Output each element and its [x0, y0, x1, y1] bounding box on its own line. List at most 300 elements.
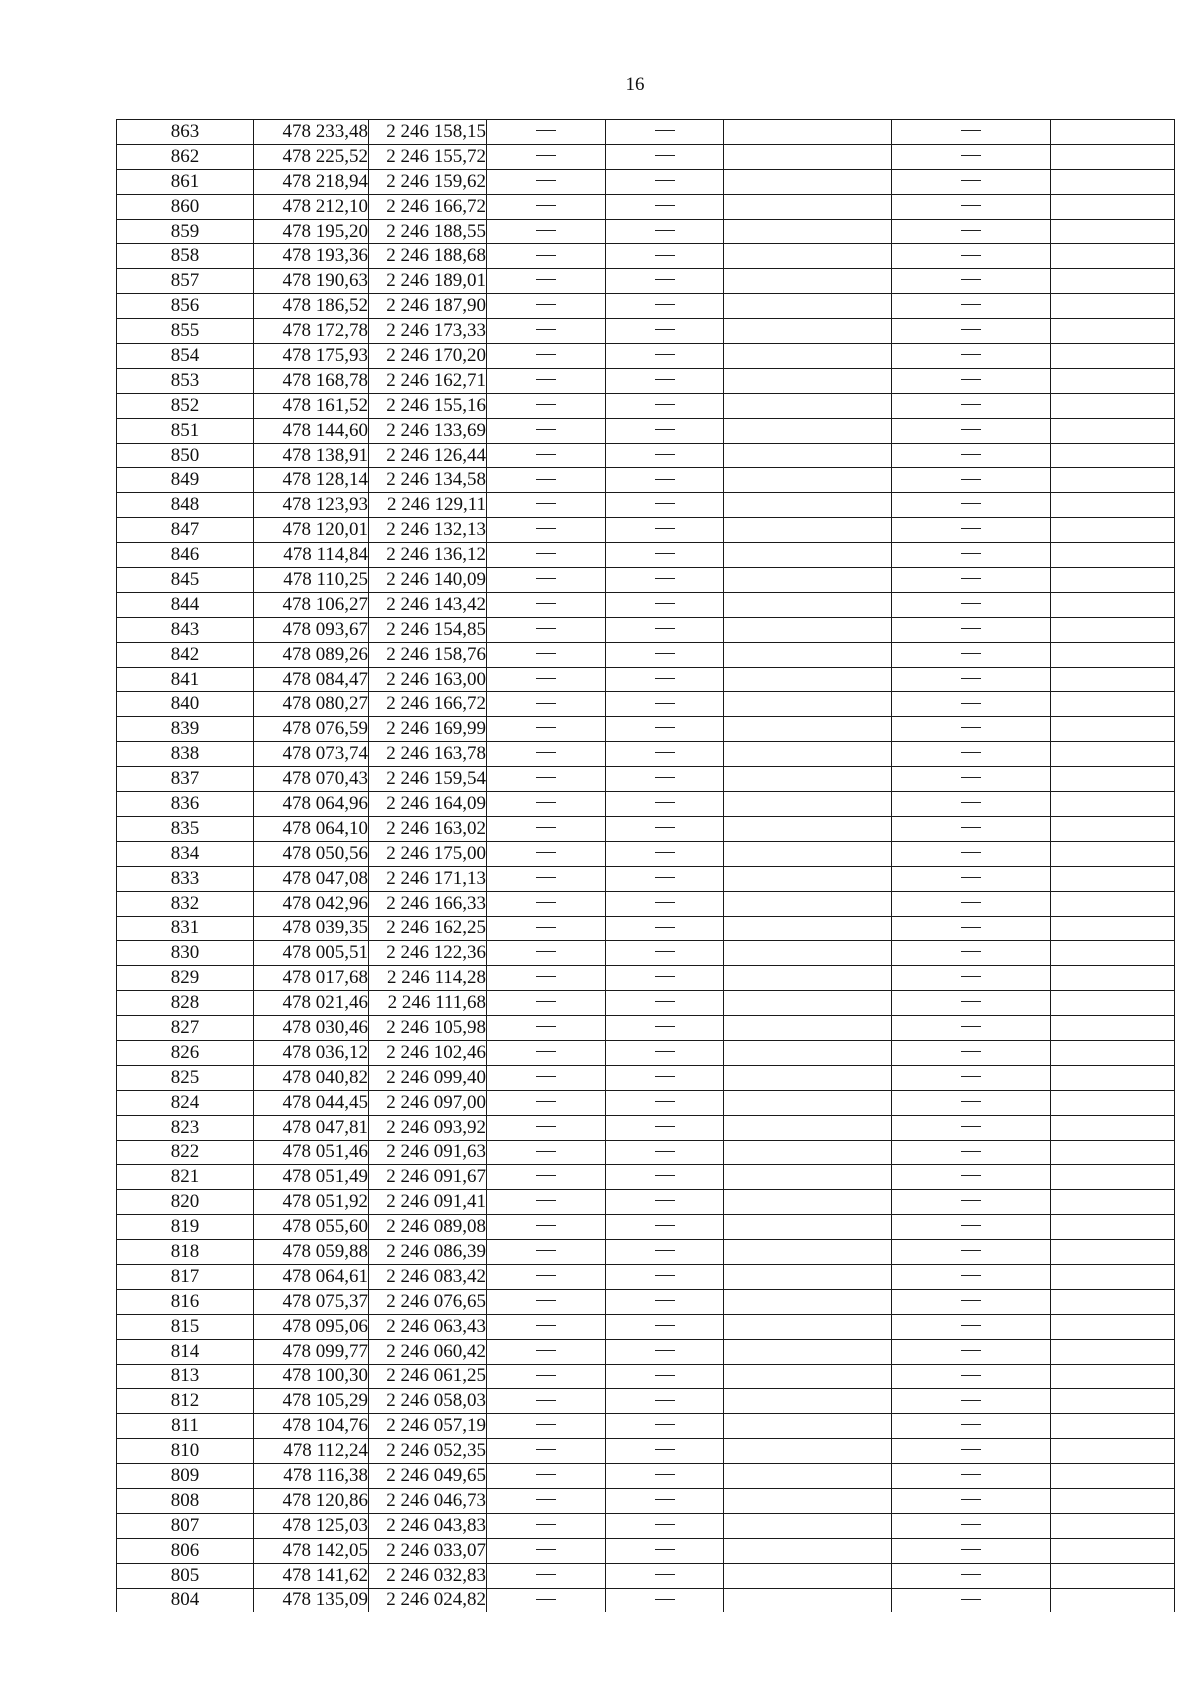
dash-mark — [536, 304, 556, 305]
empty-cell — [1051, 393, 1175, 418]
empty-cell — [1051, 1040, 1175, 1065]
empty-cell — [724, 1165, 892, 1190]
y-coordinate-cell: 2 246 060,42 — [369, 1339, 487, 1364]
empty-cell — [1051, 642, 1175, 667]
dash-mark — [536, 1250, 556, 1251]
dash-cell — [487, 1240, 606, 1265]
dash-mark — [655, 329, 675, 330]
dash-cell — [892, 1016, 1051, 1041]
dash-mark — [961, 1449, 981, 1450]
empty-cell — [1051, 244, 1175, 269]
empty-cell — [724, 144, 892, 169]
point-number-cell: 850 — [117, 443, 254, 468]
dash-mark — [655, 1175, 675, 1176]
dash-mark — [536, 155, 556, 156]
y-coordinate-cell: 2 246 189,01 — [369, 269, 487, 294]
table-row — [117, 344, 1175, 369]
y-coordinate-cell: 2 246 111,68 — [369, 991, 487, 1016]
dash-mark — [961, 1051, 981, 1052]
dash-mark — [655, 1499, 675, 1500]
dash-cell — [606, 1588, 724, 1612]
table-row — [117, 1314, 1175, 1339]
dash-cell — [892, 1563, 1051, 1588]
y-coordinate-cell: 2 246 076,65 — [369, 1289, 487, 1314]
dash-cell — [487, 642, 606, 667]
point-number-cell: 827 — [117, 1016, 254, 1041]
dash-mark — [536, 1151, 556, 1152]
point-number-cell: 806 — [117, 1538, 254, 1563]
dash-cell — [606, 617, 724, 642]
empty-cell — [1051, 1065, 1175, 1090]
dash-mark — [961, 1474, 981, 1475]
x-coordinate-cell: 478 125,03 — [254, 1513, 369, 1538]
y-coordinate-cell: 2 246 097,00 — [369, 1090, 487, 1115]
dash-mark — [961, 1300, 981, 1301]
coordinates-table — [116, 119, 1175, 1612]
empty-cell — [1051, 443, 1175, 468]
dash-cell — [892, 344, 1051, 369]
dash-cell — [892, 443, 1051, 468]
dash-cell — [606, 169, 724, 194]
y-coordinate-cell: 2 246 170,20 — [369, 344, 487, 369]
dash-cell — [606, 493, 724, 518]
dash-mark — [536, 205, 556, 206]
dash-mark — [655, 1400, 675, 1401]
dash-mark — [536, 877, 556, 878]
dash-cell — [892, 816, 1051, 841]
empty-cell — [724, 1563, 892, 1588]
dash-cell — [487, 1389, 606, 1414]
dash-cell — [487, 1264, 606, 1289]
dash-cell — [487, 1439, 606, 1464]
x-coordinate-cell: 478 142,05 — [254, 1538, 369, 1563]
dash-cell — [892, 866, 1051, 891]
dash-mark — [961, 528, 981, 529]
dash-cell — [487, 1090, 606, 1115]
dash-cell — [892, 991, 1051, 1016]
dash-cell — [606, 1115, 724, 1140]
dash-cell — [487, 244, 606, 269]
dash-mark — [536, 379, 556, 380]
point-number-cell: 821 — [117, 1165, 254, 1190]
dash-mark — [961, 404, 981, 405]
dash-mark — [961, 1574, 981, 1575]
dash-mark — [655, 1375, 675, 1376]
table-row — [117, 468, 1175, 493]
dash-cell — [606, 941, 724, 966]
dash-cell — [487, 1040, 606, 1065]
y-coordinate-cell: 2 246 091,63 — [369, 1140, 487, 1165]
x-coordinate-cell: 478 044,45 — [254, 1090, 369, 1115]
table-row — [117, 767, 1175, 792]
point-number-cell: 820 — [117, 1190, 254, 1215]
dash-cell — [606, 568, 724, 593]
dash-mark — [655, 1549, 675, 1550]
dash-cell — [892, 1140, 1051, 1165]
dash-mark — [536, 603, 556, 604]
x-coordinate-cell: 478 080,27 — [254, 692, 369, 717]
y-coordinate-cell: 2 246 093,92 — [369, 1115, 487, 1140]
empty-cell — [1051, 1264, 1175, 1289]
empty-cell — [724, 1314, 892, 1339]
table-row — [117, 1090, 1175, 1115]
point-number-cell: 838 — [117, 742, 254, 767]
dash-mark — [536, 578, 556, 579]
point-number-cell: 818 — [117, 1240, 254, 1265]
table-row — [117, 144, 1175, 169]
point-number-cell: 834 — [117, 841, 254, 866]
x-coordinate-cell: 478 120,01 — [254, 518, 369, 543]
empty-cell — [1051, 667, 1175, 692]
dash-mark — [536, 130, 556, 131]
y-coordinate-cell: 2 246 143,42 — [369, 592, 487, 617]
dash-cell — [892, 1538, 1051, 1563]
empty-cell — [724, 319, 892, 344]
dash-mark — [961, 802, 981, 803]
x-coordinate-cell: 478 104,76 — [254, 1414, 369, 1439]
y-coordinate-cell: 2 246 187,90 — [369, 294, 487, 319]
dash-mark — [536, 1574, 556, 1575]
dash-mark — [961, 429, 981, 430]
dash-cell — [892, 1215, 1051, 1240]
empty-cell — [724, 1414, 892, 1439]
empty-cell — [724, 991, 892, 1016]
dash-mark — [536, 752, 556, 753]
dash-mark — [655, 1599, 675, 1600]
dash-mark — [536, 727, 556, 728]
dash-mark — [961, 1250, 981, 1251]
point-number-cell: 842 — [117, 642, 254, 667]
dash-cell — [487, 493, 606, 518]
dash-cell — [487, 941, 606, 966]
dash-mark — [655, 304, 675, 305]
dash-mark — [655, 902, 675, 903]
dash-cell — [487, 1364, 606, 1389]
empty-cell — [1051, 1140, 1175, 1165]
dash-cell — [606, 767, 724, 792]
dash-mark — [961, 951, 981, 952]
table-row — [117, 1563, 1175, 1588]
x-coordinate-cell: 478 105,29 — [254, 1389, 369, 1414]
dash-cell — [892, 294, 1051, 319]
dash-cell — [892, 1090, 1051, 1115]
empty-cell — [1051, 1215, 1175, 1240]
dash-cell — [606, 891, 724, 916]
table-row — [117, 1464, 1175, 1489]
dash-cell — [606, 1040, 724, 1065]
x-coordinate-cell: 478 190,63 — [254, 269, 369, 294]
dash-mark — [961, 1499, 981, 1500]
x-coordinate-cell: 478 175,93 — [254, 344, 369, 369]
x-coordinate-cell: 478 138,91 — [254, 443, 369, 468]
empty-cell — [1051, 767, 1175, 792]
point-number-cell: 828 — [117, 991, 254, 1016]
dash-mark — [536, 1001, 556, 1002]
dash-cell — [487, 219, 606, 244]
y-coordinate-cell: 2 246 163,78 — [369, 742, 487, 767]
dash-mark — [961, 304, 981, 305]
point-number-cell: 849 — [117, 468, 254, 493]
dash-cell — [606, 966, 724, 991]
dash-mark — [536, 653, 556, 654]
empty-cell — [724, 866, 892, 891]
dash-cell — [487, 1563, 606, 1588]
empty-cell — [1051, 169, 1175, 194]
y-coordinate-cell: 2 246 105,98 — [369, 1016, 487, 1041]
empty-cell — [1051, 841, 1175, 866]
dash-mark — [536, 553, 556, 554]
x-coordinate-cell: 478 064,96 — [254, 792, 369, 817]
y-coordinate-cell: 2 246 154,85 — [369, 617, 487, 642]
dash-cell — [487, 717, 606, 742]
point-number-cell: 831 — [117, 916, 254, 941]
dash-cell — [892, 518, 1051, 543]
point-number-cell: 848 — [117, 493, 254, 518]
dash-cell — [487, 692, 606, 717]
empty-cell — [1051, 294, 1175, 319]
table-row — [117, 518, 1175, 543]
dash-mark — [961, 329, 981, 330]
y-coordinate-cell: 2 246 136,12 — [369, 543, 487, 568]
point-number-cell: 822 — [117, 1140, 254, 1165]
dash-cell — [606, 1289, 724, 1314]
empty-cell — [1051, 1513, 1175, 1538]
dash-cell — [606, 1314, 724, 1339]
dash-cell — [487, 1289, 606, 1314]
dash-mark — [536, 1076, 556, 1077]
empty-cell — [724, 493, 892, 518]
x-coordinate-cell: 478 212,10 — [254, 194, 369, 219]
empty-cell — [1051, 1414, 1175, 1439]
dash-cell — [487, 1488, 606, 1513]
empty-cell — [724, 1190, 892, 1215]
dash-cell — [487, 916, 606, 941]
dash-mark — [536, 1300, 556, 1301]
dash-cell — [487, 144, 606, 169]
dash-cell — [606, 393, 724, 418]
empty-cell — [724, 1215, 892, 1240]
table-row — [117, 792, 1175, 817]
dash-mark — [961, 1175, 981, 1176]
dash-mark — [961, 1076, 981, 1077]
dash-cell — [487, 1513, 606, 1538]
point-number-cell: 830 — [117, 941, 254, 966]
empty-cell — [724, 1289, 892, 1314]
y-coordinate-cell: 2 246 032,83 — [369, 1563, 487, 1588]
empty-cell — [724, 1488, 892, 1513]
dash-mark — [655, 578, 675, 579]
dash-cell — [487, 767, 606, 792]
empty-cell — [724, 941, 892, 966]
y-coordinate-cell: 2 246 122,36 — [369, 941, 487, 966]
table-row — [117, 1215, 1175, 1240]
empty-cell — [1051, 319, 1175, 344]
empty-cell — [1051, 468, 1175, 493]
dash-cell — [606, 244, 724, 269]
x-coordinate-cell: 478 064,61 — [254, 1264, 369, 1289]
point-number-cell: 819 — [117, 1215, 254, 1240]
x-coordinate-cell: 478 116,38 — [254, 1464, 369, 1489]
dash-mark — [536, 404, 556, 405]
x-coordinate-cell: 478 050,56 — [254, 841, 369, 866]
dash-mark — [655, 877, 675, 878]
dash-cell — [892, 120, 1051, 145]
table-row — [117, 493, 1175, 518]
dash-cell — [892, 916, 1051, 941]
empty-cell — [1051, 1488, 1175, 1513]
empty-cell — [1051, 1464, 1175, 1489]
y-coordinate-cell: 2 246 058,03 — [369, 1389, 487, 1414]
point-number-cell: 817 — [117, 1264, 254, 1289]
dash-mark — [961, 902, 981, 903]
point-number-cell: 856 — [117, 294, 254, 319]
dash-cell — [892, 244, 1051, 269]
dash-cell — [487, 468, 606, 493]
dash-mark — [536, 1474, 556, 1475]
table-row — [117, 120, 1175, 145]
dash-cell — [487, 1165, 606, 1190]
point-number-cell: 811 — [117, 1414, 254, 1439]
empty-cell — [724, 1240, 892, 1265]
point-number-cell: 852 — [117, 393, 254, 418]
dash-cell — [606, 418, 724, 443]
y-coordinate-cell: 2 246 163,00 — [369, 667, 487, 692]
table-row — [117, 1289, 1175, 1314]
empty-cell — [724, 742, 892, 767]
dash-mark — [655, 1300, 675, 1301]
point-number-cell: 855 — [117, 319, 254, 344]
empty-cell — [724, 1140, 892, 1165]
x-coordinate-cell: 478 073,74 — [254, 742, 369, 767]
empty-cell — [1051, 1588, 1175, 1612]
dash-cell — [487, 617, 606, 642]
x-coordinate-cell: 478 114,84 — [254, 543, 369, 568]
point-number-cell: 815 — [117, 1314, 254, 1339]
empty-cell — [724, 1364, 892, 1389]
dash-mark — [536, 503, 556, 504]
dash-cell — [892, 717, 1051, 742]
x-coordinate-cell: 478 030,46 — [254, 1016, 369, 1041]
dash-cell — [892, 1464, 1051, 1489]
dash-cell — [487, 1314, 606, 1339]
x-coordinate-cell: 478 193,36 — [254, 244, 369, 269]
y-coordinate-cell: 2 246 163,02 — [369, 816, 487, 841]
dash-cell — [606, 866, 724, 891]
dash-mark — [961, 1275, 981, 1276]
dash-mark — [536, 1549, 556, 1550]
empty-cell — [724, 194, 892, 219]
dash-cell — [892, 742, 1051, 767]
dash-mark — [961, 603, 981, 604]
table-row — [117, 1115, 1175, 1140]
x-coordinate-cell: 478 047,81 — [254, 1115, 369, 1140]
dash-mark — [536, 1200, 556, 1201]
dash-mark — [536, 255, 556, 256]
table-row — [117, 1538, 1175, 1563]
dash-cell — [892, 543, 1051, 568]
empty-cell — [1051, 816, 1175, 841]
point-number-cell: 804 — [117, 1588, 254, 1612]
dash-cell — [892, 1414, 1051, 1439]
point-number-cell: 847 — [117, 518, 254, 543]
dash-cell — [487, 368, 606, 393]
dash-cell — [606, 543, 724, 568]
empty-cell — [724, 1439, 892, 1464]
dash-mark — [655, 429, 675, 430]
y-coordinate-cell: 2 246 162,71 — [369, 368, 487, 393]
dash-mark — [536, 329, 556, 330]
empty-cell — [724, 692, 892, 717]
dash-cell — [892, 792, 1051, 817]
dash-mark — [655, 180, 675, 181]
dash-mark — [655, 802, 675, 803]
empty-cell — [1051, 493, 1175, 518]
y-coordinate-cell: 2 246 158,15 — [369, 120, 487, 145]
dash-cell — [606, 1439, 724, 1464]
dash-cell — [487, 443, 606, 468]
dash-cell — [606, 219, 724, 244]
x-coordinate-cell: 478 093,67 — [254, 617, 369, 642]
empty-cell — [724, 1538, 892, 1563]
dash-cell — [892, 1289, 1051, 1314]
x-coordinate-cell: 478 051,92 — [254, 1190, 369, 1215]
empty-cell — [1051, 518, 1175, 543]
dash-mark — [536, 1424, 556, 1425]
dash-mark — [536, 1325, 556, 1326]
dash-cell — [487, 194, 606, 219]
dash-mark — [536, 927, 556, 928]
point-number-cell: 862 — [117, 144, 254, 169]
dash-mark — [961, 727, 981, 728]
dash-cell — [606, 792, 724, 817]
dash-cell — [487, 816, 606, 841]
point-number-cell: 823 — [117, 1115, 254, 1140]
dash-cell — [892, 493, 1051, 518]
y-coordinate-cell: 2 246 091,67 — [369, 1165, 487, 1190]
dash-mark — [655, 404, 675, 405]
dash-mark — [536, 479, 556, 480]
empty-cell — [1051, 891, 1175, 916]
dash-cell — [606, 144, 724, 169]
dash-cell — [487, 1140, 606, 1165]
point-number-cell: 807 — [117, 1513, 254, 1538]
point-number-cell: 863 — [117, 120, 254, 145]
dash-cell — [892, 368, 1051, 393]
y-coordinate-cell: 2 246 169,99 — [369, 717, 487, 742]
dash-mark — [536, 777, 556, 778]
dash-mark — [961, 1126, 981, 1127]
point-number-cell: 861 — [117, 169, 254, 194]
y-coordinate-cell: 2 246 091,41 — [369, 1190, 487, 1215]
table-row — [117, 966, 1175, 991]
dash-cell — [487, 120, 606, 145]
y-coordinate-cell: 2 246 164,09 — [369, 792, 487, 817]
dash-cell — [487, 667, 606, 692]
empty-cell — [724, 1464, 892, 1489]
dash-cell — [892, 1588, 1051, 1612]
dash-cell — [606, 294, 724, 319]
x-coordinate-cell: 478 076,59 — [254, 717, 369, 742]
table-row — [117, 1240, 1175, 1265]
empty-cell — [1051, 866, 1175, 891]
table-row — [117, 941, 1175, 966]
dash-cell — [892, 219, 1051, 244]
empty-cell — [724, 642, 892, 667]
page-number: 16 — [625, 74, 645, 95]
y-coordinate-cell: 2 246 083,42 — [369, 1264, 487, 1289]
dash-mark — [536, 1175, 556, 1176]
dash-cell — [606, 1513, 724, 1538]
